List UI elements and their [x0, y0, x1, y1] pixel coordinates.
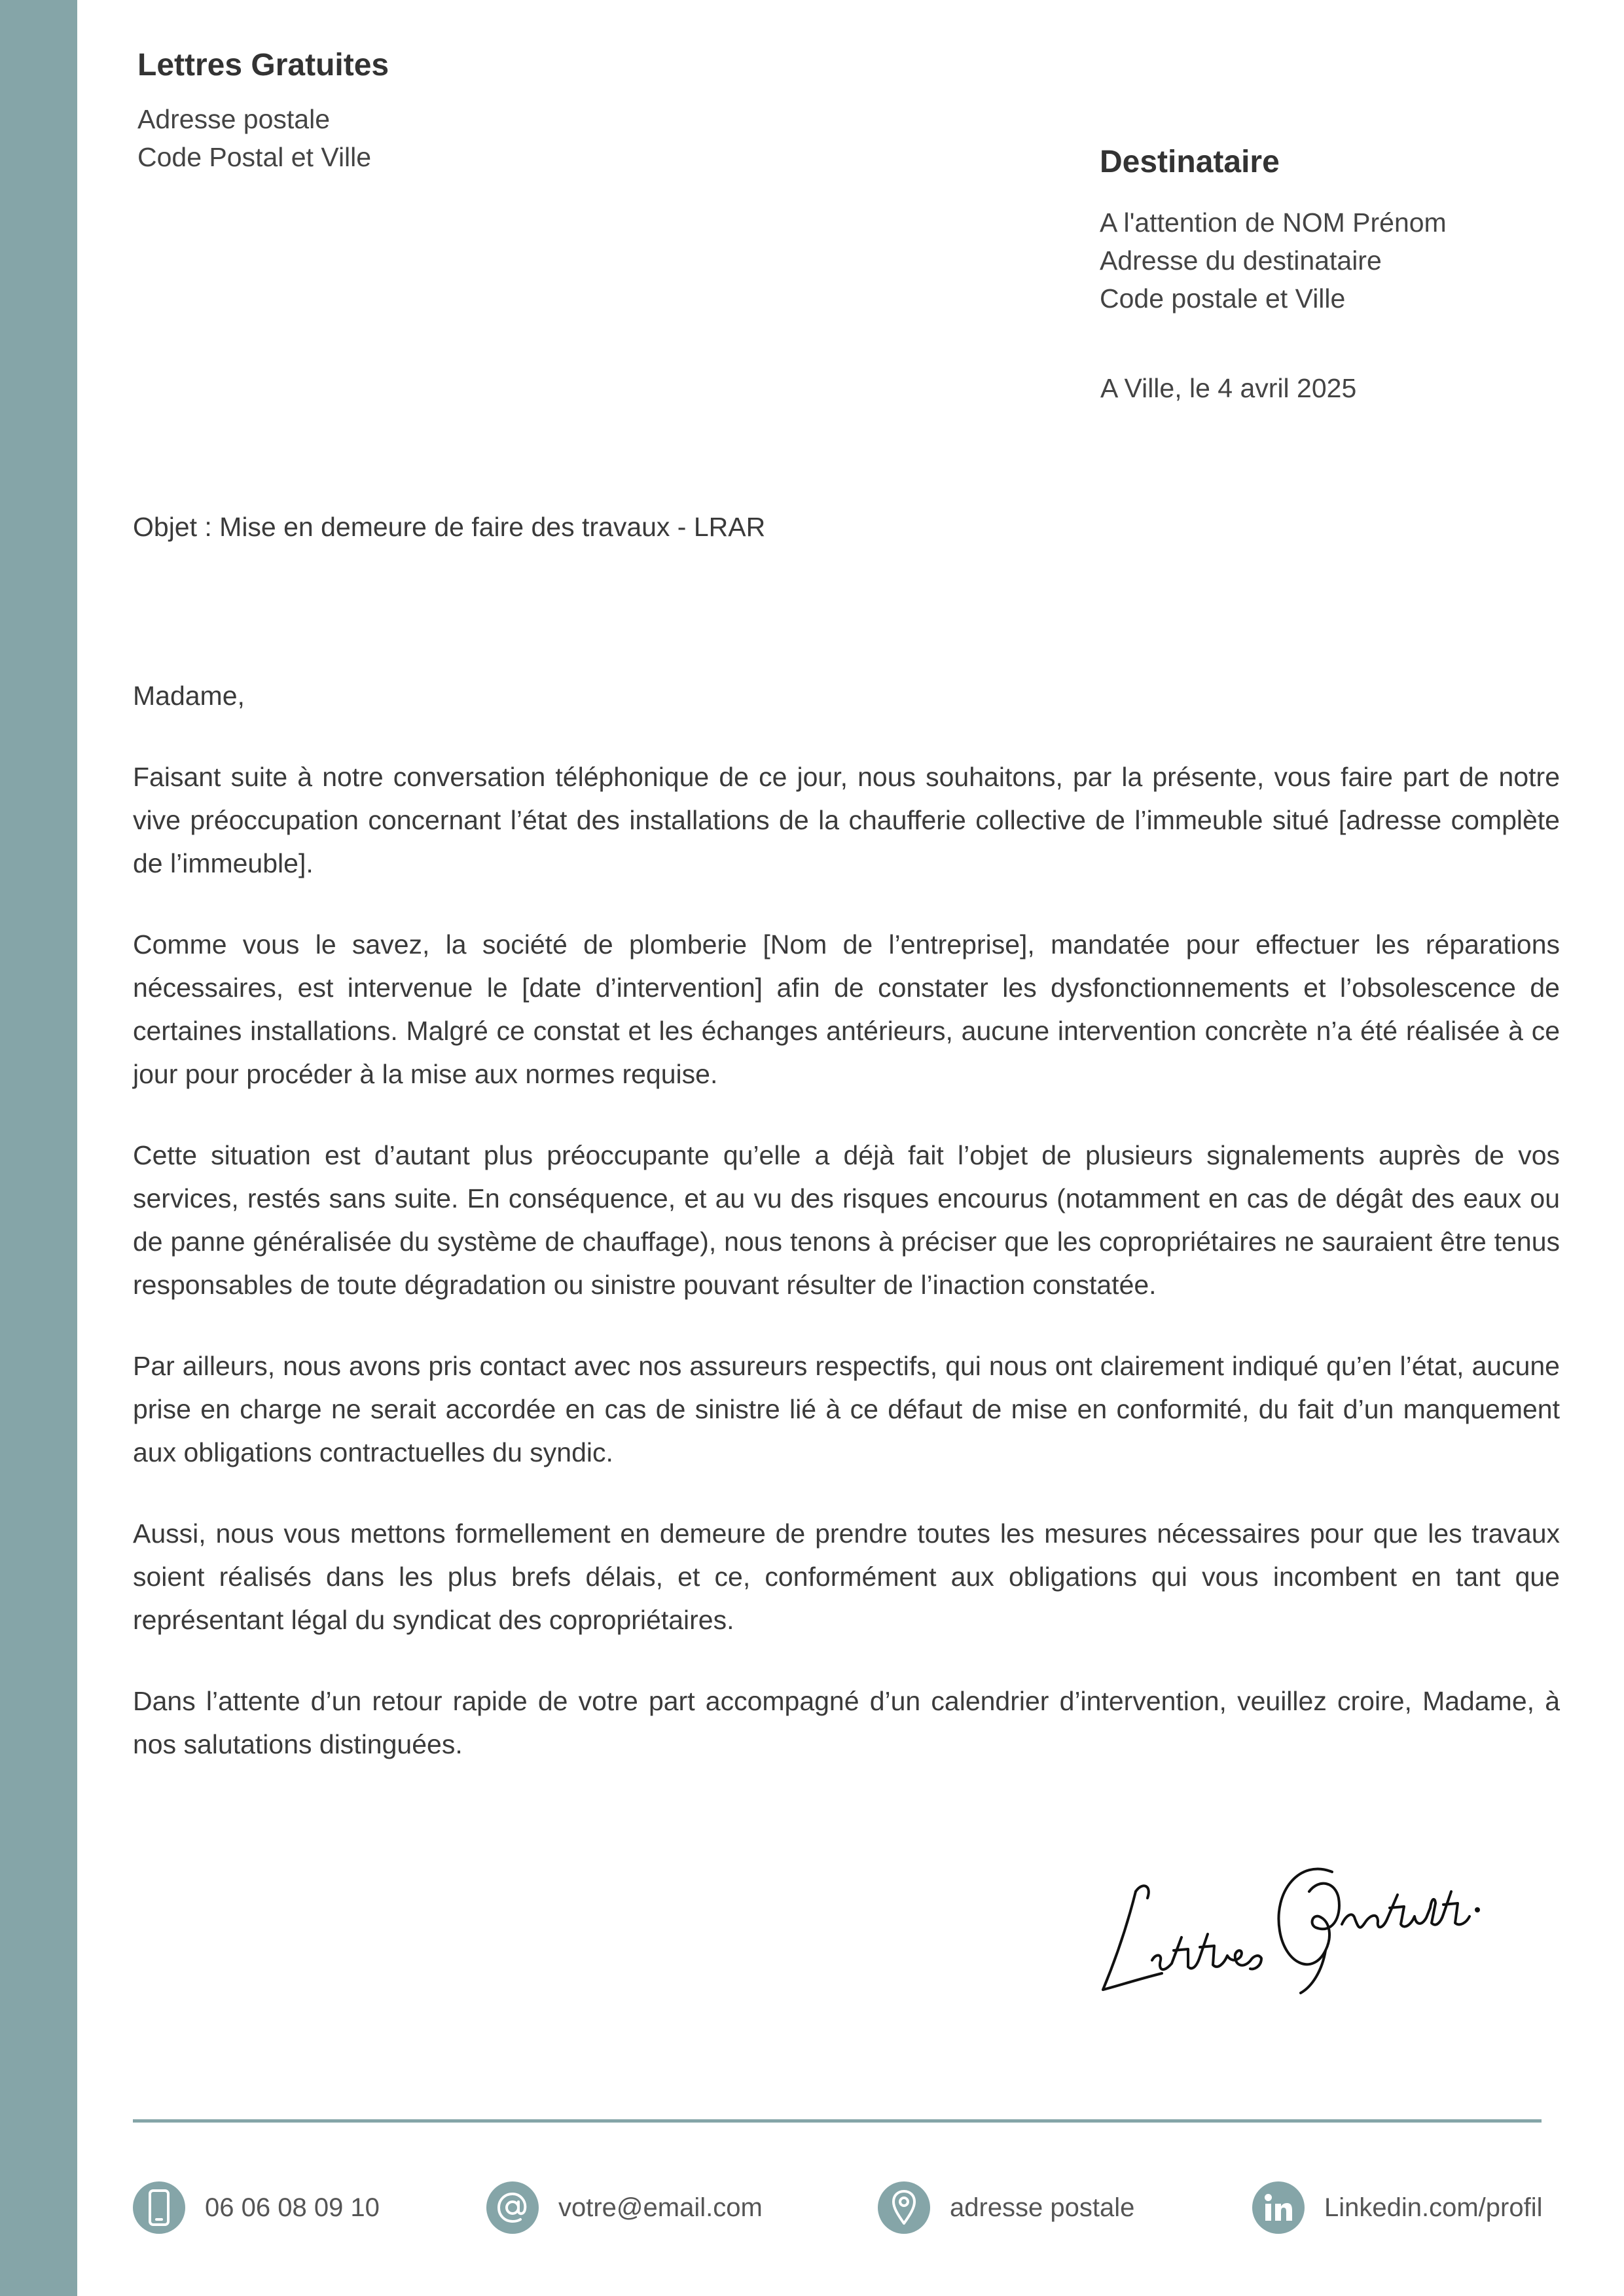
- paragraph: Par ailleurs, nous avons pris contact avec nos assureurs respectifs, qui nous ont clairement indiqué qu’en l’état, aucune prise en charge ne serait accordée en cas de sinistre lié à ce défaut de mise en conformité, du fait d’un manquement aux obligations contractuelles du syndic.: [133, 1351, 1560, 1467]
- handwritten-signature: [1090, 1846, 1483, 2003]
- footer-address: [878, 2179, 1134, 2236]
- paragraph: Dans l’attente d’un retour rapide de votre part accompagné d’un calendrier d’intervention, veuillez croire, Madame, à nos salutations distinguées.: [133, 1686, 1560, 1759]
- postal-address: adresse postale: [950, 2193, 1135, 2222]
- at-icon: [486, 2181, 539, 2234]
- paragraph: Aussi, nous vous mettons formellement en demeure de prendre toutes les mesures nécessaires pour que les travaux soient réalisés dans les plus brefs délais, et ce, conformément aux obligations qui vous incombent en tant que représentant légal du syndicat des copropriétaires.: [133, 1518, 1560, 1635]
- sender-address-line: Adresse postale: [137, 104, 331, 134]
- accent-sidebar: [0, 0, 77, 2296]
- recipient-title: Destinataire: [1100, 145, 1280, 179]
- email-address[interactable]: votre@email.com: [558, 2193, 763, 2222]
- recipient-postal-city: Code postale et Ville: [1100, 283, 1346, 314]
- paragraph: Comme vous le savez, la société de plomberie [Nom de l’entreprise], mandatée pour effectuer les réparations nécessaires, est intervenue le [date d’intervention] afin de constater les dysfonctionnements et l’obsolescence de certaines installations. Malgré ce constat et les échanges antérieurs, aucune intervention concrète n’a été réalisée à ce jour pour procéder à la mise aux normes requise.: [133, 929, 1560, 1089]
- location-pin-icon: [878, 2181, 930, 2234]
- linkedin-icon: [1252, 2181, 1305, 2234]
- letter-subject: Objet : Mise en demeure de faire des travaux - LRAR: [133, 512, 766, 542]
- phone-number[interactable]: 06 06 08 09 10: [205, 2193, 380, 2222]
- footer-divider: [133, 2119, 1542, 2123]
- linkedin-profile[interactable]: Linkedin.com/profil: [1324, 2193, 1543, 2222]
- paragraph: Faisant suite à notre conversation téléphonique de ce jour, nous souhaitons, par la présente, vous faire part de notre vive préoccupation concernant l’état des installations de la chaufferie collective de l’immeuble situé [adresse complète de l’immeuble].: [133, 762, 1560, 878]
- phone-icon: [133, 2181, 185, 2234]
- letter-body: [133, 674, 1560, 1804]
- sender-block: [137, 47, 389, 176]
- paragraph: Cette situation est d’autant plus préoccupante qu’elle a déjà fait l’objet de plusieurs signalements auprès de vos services, restés sans suite. En conséquence, et au vu des risques encourus (notamment en cas de dégât des eaux ou de panne généralisée du système de chauffage), nous tenons à préciser que les copropriétaires ne sauraient être tenus responsables de toute dégradation ou sinistre pouvant résulter de l’inaction constatée.: [133, 1140, 1560, 1300]
- footer-linkedin: [1252, 2179, 1543, 2236]
- recipient-address: Adresse du destinataire: [1100, 245, 1382, 276]
- letter-date: A Ville, le 4 avril 2025: [1100, 373, 1357, 403]
- recipient-block: [1100, 144, 1447, 317]
- footer-phone: [133, 2179, 380, 2236]
- sender-name: Lettres Gratuites: [137, 48, 389, 82]
- footer-email: [486, 2179, 763, 2236]
- salutation: Madame,: [133, 681, 245, 711]
- contact-footer: [133, 2179, 1547, 2236]
- sender-postal-city: Code Postal et Ville: [137, 142, 372, 172]
- recipient-attention: A l'attention de NOM Prénom: [1100, 207, 1447, 238]
